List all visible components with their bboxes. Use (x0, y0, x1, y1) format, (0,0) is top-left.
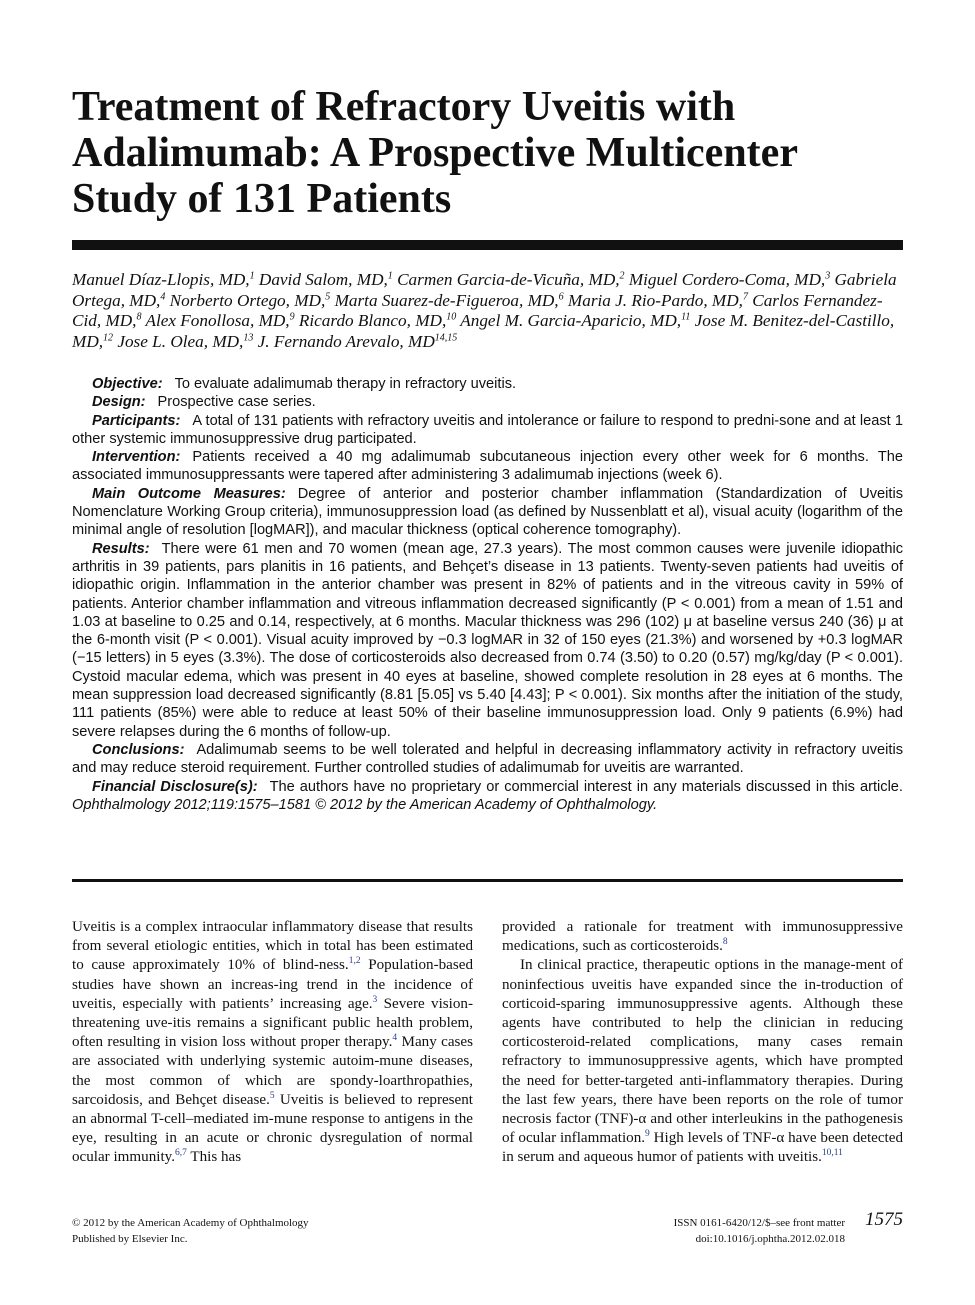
section-text: A total of 131 patients with refractory uveitis and intolerance or failure to respond to predni-sone and at least 1 other systemic immunosuppressive drug participated. (72, 412, 903, 447)
abstract-disclosure (72, 778, 903, 815)
reference-link[interactable]: 1,2 (348, 956, 361, 967)
reference-link[interactable]: 6,7 (174, 1148, 187, 1159)
body-text: High levels of TNF-α have been detected in serum and aqueous humor of patients with uveitis. (502, 1130, 903, 1166)
title-line: Adalimumab: A Prospective Multicenter (72, 130, 798, 176)
reference-link[interactable]: 5 (269, 1090, 275, 1101)
article-title (72, 84, 903, 222)
section-label: Main Outcome Measures: (92, 485, 286, 502)
affiliation-ref: 13 (243, 332, 254, 344)
reference-link[interactable]: 8 (722, 937, 728, 948)
author: Carlos Fernandez-Cid, MD, (72, 290, 883, 331)
abstract-results (72, 540, 903, 741)
author: J. Fernando Arevalo, MD (257, 331, 435, 351)
body-column-left (72, 918, 473, 1168)
section-label: Financial Disclosure(s): (92, 778, 258, 795)
abstract-participants (72, 412, 903, 449)
author: Jose M. Benitez-del-Castillo, MD, (72, 311, 895, 351)
author: Ricardo Blanco, MD, (298, 311, 447, 331)
doi-link[interactable]: doi:10.1016/j.ophtha.2012.02.018 (695, 1232, 845, 1245)
author: Jose L. Olea, MD, (117, 331, 244, 351)
affiliation-ref: 6 (558, 290, 564, 302)
author: Marta Suarez-de-Figueroa, MD, (334, 290, 559, 310)
section-label: Results: (92, 540, 150, 557)
copyright-line: © 2012 by the American Academy of Ophthalmology (72, 1217, 309, 1229)
section-text: There were 61 men and 70 women (mean age, 27.3 years). The most common causes were juvenile idiopathic arthritis in 39 patients, pars planitis in 16 patients, and Behçet’s disease in 13 patients. Twenty-seven patients had uveitis of idiopathic origin. Inflammation in the anterior chamber was present in 82% of patients and in the vitreous cavity in 59% of patients. Anterior chamber inflammation and vitreous inflammation decreased significantly (P < 0.001) from a mean of 1.51 and 1.03 at baseline to 0.25 and 0.14, respectively, at 6 months. Macular thickness was 296 (102) μ at baseline versus 240 (36) μ at the 6-month visit (P < 0.001). Visual acuity improved by −0.3 logMAR in 32 of 150 eyes (21.3%) and worsened by +0.3 logMAR (−15 letters) in 5 eyes (3.3%). The dose of corticosteroids also decreased from 0.74 (3.50) to 0.20 (0.57) mg/kg/day (P < 0.001). Cystoid macular edema, which was present in 40 eyes at baseline, showed complete resolution in 28 eyes at 6 months. The mean suppression load decreased significantly (8.81 [5.05] vs 5.40 [4.43]; P < 0.001). Six months after the initiation of the study, 111 patients (85%) were able to reduce at least 50% of their baseline immunosuppression load. Only 9 patients (6.9%) had severe relapses during the 6 months of follow-up. (72, 540, 903, 740)
body-text: Uveitis is a complex intraocular inflammatory disease that results from several etiologic entities, which in total has been estimated to cause approximately 10% of blind-ness. (72, 919, 473, 974)
affiliation-ref: 11 (681, 311, 691, 323)
affiliation-ref: 1 (387, 270, 393, 282)
abstract-outcomes (72, 485, 903, 540)
author: Norberto Ortego, MD, (169, 290, 326, 310)
body-paragraph (502, 918, 903, 956)
abstract-rule (72, 879, 903, 882)
issn-line: ISSN 0161-6420/12/$–see front matter (673, 1217, 845, 1229)
title-rule (72, 240, 903, 250)
affiliation-ref: 14,15 (434, 332, 458, 344)
body-text: provided a rationale for treatment with immunosuppressive medications, such as corticosteroids. (502, 919, 903, 955)
reference-link[interactable]: 10,11 (821, 1148, 843, 1159)
author: Maria J. Rio-Pardo, MD, (567, 290, 743, 310)
affiliation-ref: 10 (446, 311, 457, 323)
abstract (72, 375, 903, 814)
affiliation-ref: 12 (103, 332, 114, 344)
section-text: The authors have no proprietary or commercial interest in any materials discussed in this article. (269, 778, 903, 795)
section-text: Prospective case series. (157, 394, 316, 411)
body-paragraph (502, 956, 903, 1167)
affiliation-ref: 2 (619, 270, 625, 282)
publisher-line: Published by Elsevier Inc. (72, 1232, 188, 1245)
page-number: 1575 (865, 1209, 903, 1230)
affiliation-ref: 5 (325, 290, 331, 302)
author: Gabriela Ortega, MD, (72, 270, 897, 310)
body-text: Severe vision-threatening uve-itis remains a significant public health problem, often resulting in vision loss without proper therapy. (72, 995, 473, 1051)
affiliation-ref: 1 (249, 270, 255, 282)
affiliation-ref: 9 (289, 311, 295, 323)
affiliation-ref: 7 (742, 290, 748, 302)
journal-citation: Ophthalmology 2012;119:1575–1581 © 2012 by the American Academy of Ophthalmology. (72, 796, 658, 813)
body-text: Uveitis is believed to represent an abnormal T-cell–mediated im-mune response to antigens in the eye, resulting in an acute or chronic dysregulation of normal ocular immunity. (72, 1091, 473, 1166)
body-column-right (502, 918, 903, 1168)
author: Carmen Garcia-de-Vicuña, MD, (397, 270, 620, 289)
section-label: Design: (92, 394, 146, 411)
author: Manuel Díaz-Llopis, MD, (72, 270, 250, 289)
section-label: Intervention: (92, 449, 181, 466)
body-text: Many cases are associated with underlying systemic autoim-mune diseases, the most common of which are spondy-loarthropathies, sarcoidosis, and Behçet disease. (72, 1034, 473, 1108)
section-label: Objective: (92, 376, 163, 392)
author: Miguel Cordero-Coma, MD, (628, 270, 826, 289)
author-list (72, 270, 903, 352)
reference-link[interactable]: 9 (645, 1129, 650, 1140)
footer-left (72, 1216, 309, 1247)
author: Alex Fonollosa, MD, (145, 311, 290, 331)
affiliation-ref: 8 (136, 311, 142, 323)
section-text: Patients received a 40 mg adalimumab subcutaneous injection every other week for 6 months. The associated immunosuppressants were tapered after administering 3 adalimumab injections (week 6). (72, 449, 903, 484)
body-text: This has (186, 1149, 242, 1166)
author: David Salom, MD, (258, 270, 388, 289)
section-text: Degree of anterior and posterior chamber inflammation (Standardization of Uveitis Nomenclature Working Group criteria), immunosuppression load (as defined by Nussenblatt et al), visual acuity (logarithm of the minimal angle of resolution [logMAR]), and macular thickness (optical coherence tomography). (72, 485, 903, 539)
author: Angel M. Garcia-Aparicio, MD, (460, 311, 682, 331)
affiliation-ref: 4 (160, 290, 166, 302)
title-line: Study of 131 Patients (72, 176, 452, 222)
abstract-conclusions (72, 741, 903, 778)
body-text: In clinical practice, therapeutic options in the manage-ment of noninfectious uveitis have expanded since the in-troduction of corticoid-sparing immunosuppressive agents. Although these agents have contributed to help the clinician in reducing corticosteroid-related complications, many cases remain refractory to immunosuppressive agents, which have prompted the need for better-targeted anti-inflammatory therapies. During the last few years, there have been reports on the role of tumor necrosis factor (TNF)-α and other interleukins in the pathogenesis of ocular inflammation. (502, 957, 903, 1147)
abstract-intervention (72, 448, 903, 485)
body-paragraph (72, 918, 473, 1168)
section-text: To evaluate adalimumab therapy in refractory uveitis. (174, 376, 517, 392)
abstract-objective (72, 375, 903, 393)
body-text: Population-based studies have shown an increas-ing trend in the incidence of uveitis, especially with patients’ increasing age. (72, 957, 473, 1012)
footer-right (560, 1216, 845, 1247)
affiliation-ref: 3 (825, 270, 831, 282)
section-text: Adalimumab seems to be well tolerated and helpful in decreasing inflammatory activity in refractory uveitis and may reduce steroid requirement. Further controlled studies of adalimumab for uveitis are warranted. (72, 741, 903, 777)
abstract-design (72, 393, 903, 411)
reference-link[interactable]: 4 (392, 1033, 398, 1044)
section-label: Participants: (92, 412, 181, 429)
section-label: Conclusions: (92, 741, 185, 758)
title-line: Treatment of Refractory Uveitis with (72, 84, 736, 130)
reference-link[interactable]: 3 (372, 994, 378, 1005)
